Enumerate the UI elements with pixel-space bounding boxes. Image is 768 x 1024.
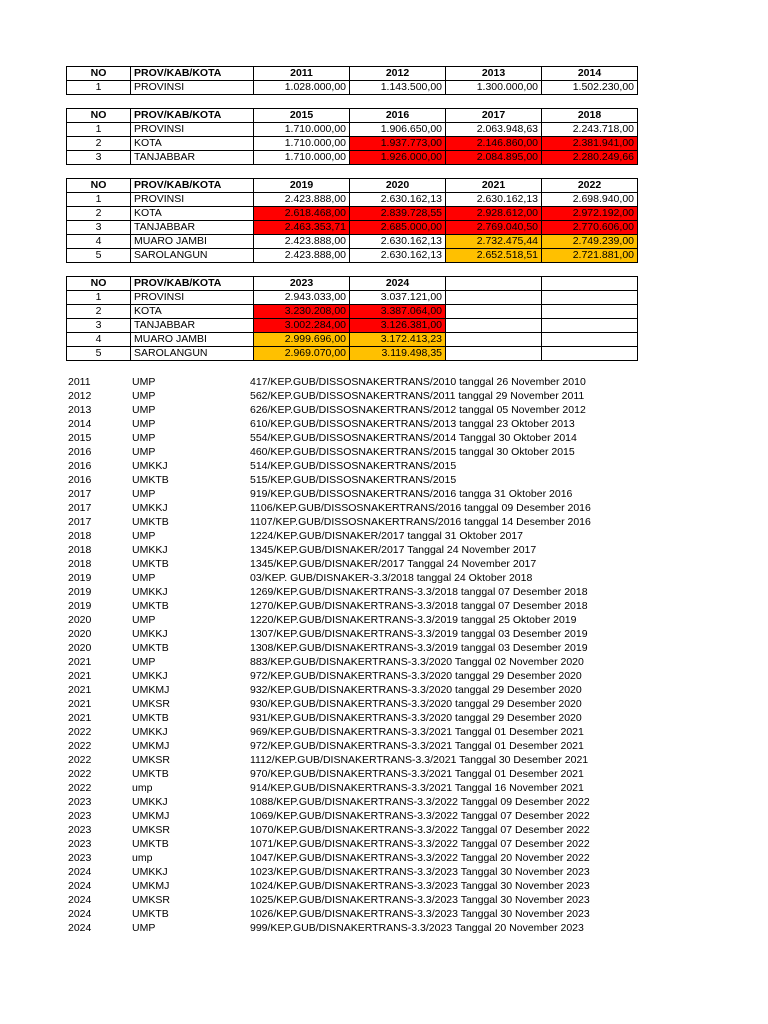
decree-type: UMKTB [132,838,169,850]
row-number: 1 [67,291,131,305]
decree-type: UMP [132,614,156,626]
decree-type: ump [132,852,153,864]
wage-value-cell: 1.502.230,00 [542,81,638,95]
decree-type: ump [132,782,153,794]
region-name: PROVINSI [131,193,254,207]
column-header: 2019 [254,179,350,193]
decree-year: 2019 [68,600,92,612]
row-number: 3 [67,319,131,333]
decree-reference: 03/KEP. GUB/DISNAKER-3.3/2018 tanggal 24 Oktober 2018 [250,572,533,584]
decree-type: UMKKJ [132,670,168,682]
decree-type: UMKSR [132,754,170,766]
decree-year: 2018 [68,530,92,542]
decree-reference: 562/KEP.GUB/DISSOSNAKERTRANS/2011 tanggal 29 November 2011 [250,390,585,402]
decree-type: UMKKJ [132,544,168,556]
wage-value-cell [446,319,542,333]
decree-year: 2021 [68,670,92,682]
table-row [67,291,638,305]
decree-reference: 970/KEP.GUB/DISNAKERTRANS-3.3/2021 Tanggal 01 Desember 2021 [250,768,584,780]
decree-type: UMKKJ [132,796,168,808]
region-name: TANJABBAR [131,221,254,235]
decree-type: UMKMJ [132,684,170,696]
wage-value-cell: 2.685.000,00 [350,221,446,235]
column-header: 2020 [350,179,446,193]
column-header: 2024 [350,277,446,291]
decree-reference: 1069/KEP.GUB/DISNAKERTRANS-3.3/2022 Tanggal 07 Desember 2022 [250,810,590,822]
wage-value-cell [542,347,638,361]
region-name: KOTA [131,207,254,221]
row-number: 1 [67,123,131,137]
wage-value-cell: 2.423.888,00 [254,235,350,249]
decree-reference: 1023/KEP.GUB/DISNAKERTRANS-3.3/2023 Tanggal 30 November 2023 [250,866,590,878]
decree-reference: 1070/KEP.GUB/DISNAKERTRANS-3.3/2022 Tanggal 07 Desember 2022 [250,824,590,836]
table-header-row [67,109,638,123]
column-header: 2017 [446,109,542,123]
decree-reference: 1088/KEP.GUB/DISNAKERTRANS-3.3/2022 Tanggal 09 Desember 2022 [250,796,590,808]
wage-value-cell: 2.063.948,63 [446,123,542,137]
wage-value-cell [446,305,542,319]
wage-value-cell: 2.999.696,00 [254,333,350,347]
wage-value-cell: 1.300.000,00 [446,81,542,95]
wage-value-cell: 2.280.249,66 [542,151,638,165]
decree-year: 2018 [68,544,92,556]
decree-year: 2023 [68,810,92,822]
column-header: 2015 [254,109,350,123]
row-number: 2 [67,305,131,319]
wage-value-cell: 2.652.518,51 [446,249,542,263]
table-row [67,123,638,137]
decree-type: UMKSR [132,824,170,836]
decree-year: 2023 [68,852,92,864]
table-header-row [67,179,638,193]
wage-value-cell: 2.721.881,00 [542,249,638,263]
decree-reference: 919/KEP.GUB/DISSOSNAKERTRANS/2016 tangga 31 Oktober 2016 [250,488,573,500]
decree-reference: 1224/KEP.GUB/DISNAKER/2017 tanggal 31 Oktober 2017 [250,530,523,542]
decree-type: UMP [132,488,156,500]
decree-year: 2020 [68,628,92,640]
decree-year: 2024 [68,922,92,934]
column-header: NO [67,277,131,291]
wage-value-cell: 2.732.475,44 [446,235,542,249]
column-header: 2023 [254,277,350,291]
table-row [67,319,638,333]
decree-type: UMKKJ [132,866,168,878]
column-header: NO [67,179,131,193]
decree-reference: 1047/KEP.GUB/DISNAKERTRANS-3.3/2022 Tanggal 20 November 2022 [250,852,590,864]
wage-value-cell: 1.710.000,00 [254,137,350,151]
decree-year: 2016 [68,460,92,472]
wage-value-cell: 1.028.000,00 [254,81,350,95]
decree-reference: 460/KEP.GUB/DISSOSNAKERTRANS/2015 tanggal 30 Oktober 2015 [250,446,575,458]
region-name: SAROLANGUN [131,249,254,263]
wage-value-cell: 2.943.033,00 [254,291,350,305]
decree-year: 2022 [68,740,92,752]
decree-type: UMKSR [132,698,170,710]
decree-year: 2021 [68,656,92,668]
decree-reference: 514/KEP.GUB/DISSOSNAKERTRANS/2015 [250,460,457,472]
decree-type: UMKTB [132,558,169,570]
decree-type: UMP [132,432,156,444]
decree-reference: 999/KEP.GUB/DISNAKERTRANS-3.3/2023 Tanggal 20 November 2023 [250,922,584,934]
decree-year: 2022 [68,782,92,794]
row-number: 2 [67,207,131,221]
wage-value-cell: 2.630.162,13 [446,193,542,207]
decree-type: UMKTB [132,712,169,724]
decree-year: 2017 [68,488,92,500]
wage-value-cell: 2.630.162,13 [350,235,446,249]
wage-value-cell: 1.926.000,00 [350,151,446,165]
decree-reference: 1026/KEP.GUB/DISNAKERTRANS-3.3/2023 Tanggal 30 November 2023 [250,908,590,920]
column-header: 2021 [446,179,542,193]
row-number: 1 [67,81,131,95]
row-number: 5 [67,347,131,361]
row-number: 2 [67,137,131,151]
wage-value-cell: 2.618.468,00 [254,207,350,221]
wage-value-cell: 3.172.413,23 [350,333,446,347]
decree-reference: 554/KEP.GUB/DISSOSNAKERTRANS/2014 Tanggal 30 Oktober 2014 [250,432,577,444]
decree-year: 2021 [68,712,92,724]
wage-table-4 [66,276,638,361]
decree-year: 2020 [68,642,92,654]
row-number: 3 [67,151,131,165]
row-number: 5 [67,249,131,263]
decree-reference: 1071/KEP.GUB/DISNAKERTRANS-3.3/2022 Tanggal 07 Desember 2022 [250,838,590,850]
decree-type: UMKKJ [132,586,168,598]
wage-value-cell [446,347,542,361]
wage-value-cell: 1.937.773,00 [350,137,446,151]
column-header [542,277,638,291]
table-row [67,81,638,95]
wage-value-cell: 2.969.070,00 [254,347,350,361]
decree-year: 2022 [68,726,92,738]
decree-year: 2023 [68,838,92,850]
table-row [67,249,638,263]
decree-type: UMKKJ [132,726,168,738]
wage-value-cell: 2.749.239,00 [542,235,638,249]
wage-table-3 [66,178,638,263]
decree-reference: 914/KEP.GUB/DISNAKERTRANS-3.3/2021 Tanggal 16 November 2021 [250,782,584,794]
table-row [67,235,638,249]
wage-value-cell: 2.698.940,00 [542,193,638,207]
row-number: 4 [67,235,131,249]
table-row [67,151,638,165]
region-name: MUARO JAMBI [131,235,254,249]
decree-year: 2012 [68,390,92,402]
wage-table-2 [66,108,638,165]
decree-year: 2017 [68,516,92,528]
wage-value-cell: 3.126.381,00 [350,319,446,333]
decree-reference: 417/KEP.GUB/DISSOSNAKERTRANS/2010 tanggal 26 November 2010 [250,376,586,388]
column-header [446,277,542,291]
decree-reference: 1024/KEP.GUB/DISNAKERTRANS-3.3/2023 Tanggal 30 November 2023 [250,880,590,892]
decree-type: UMP [132,530,156,542]
decree-type: UMKKJ [132,460,168,472]
wage-value-cell [542,305,638,319]
wage-value-cell: 3.230.208,00 [254,305,350,319]
wage-value-cell: 2.839.728,55 [350,207,446,221]
decree-year: 2023 [68,824,92,836]
decree-type: UMKTB [132,908,169,920]
column-header: PROV/KAB/KOTA [131,277,254,291]
table-row [67,333,638,347]
decree-reference: 1345/KEP.GUB/DISNAKER/2017 Tanggal 24 November 2017 [250,558,537,570]
row-number: 3 [67,221,131,235]
decree-year: 2013 [68,404,92,416]
decree-type: UMKTB [132,600,169,612]
wage-value-cell: 2.630.162,13 [350,249,446,263]
decree-type: UMP [132,572,156,584]
table-row [67,347,638,361]
region-name: TANJABBAR [131,319,254,333]
decree-reference: 883/KEP.GUB/DISNAKERTRANS-3.3/2020 Tanggal 02 November 2020 [250,656,584,668]
decree-type: UMP [132,922,156,934]
wage-value-cell [542,291,638,305]
decree-reference: 1269/KEP.GUB/DISNAKERTRANS-3.3/2018 tanggal 07 Desember 2018 [250,586,588,598]
decree-reference: 1220/KEP.GUB/DISNAKERTRANS-3.3/2019 tanggal 25 Oktober 2019 [250,614,577,626]
decree-year: 2020 [68,614,92,626]
column-header: 2011 [254,67,350,81]
decree-year: 2022 [68,754,92,766]
column-header: PROV/KAB/KOTA [131,109,254,123]
decree-type: UMKSR [132,894,170,906]
column-header: PROV/KAB/KOTA [131,179,254,193]
wage-value-cell: 2.630.162,13 [350,193,446,207]
decree-reference: 972/KEP.GUB/DISNAKERTRANS-3.3/2021 Tanggal 01 Desember 2021 [250,740,584,752]
decree-year: 2016 [68,474,92,486]
decree-type: UMKMJ [132,740,170,752]
wage-value-cell: 1.710.000,00 [254,151,350,165]
decree-type: UMKMJ [132,810,170,822]
row-number: 1 [67,193,131,207]
region-name: PROVINSI [131,81,254,95]
decree-year: 2021 [68,684,92,696]
column-header: PROV/KAB/KOTA [131,67,254,81]
column-header: 2016 [350,109,446,123]
wage-table-1 [66,66,638,95]
region-name: PROVINSI [131,123,254,137]
decree-reference: 932/KEP.GUB/DISNAKERTRANS-3.3/2020 tanggal 29 Desember 2020 [250,684,582,696]
decree-type: UMKKJ [132,502,168,514]
decree-year: 2015 [68,432,92,444]
column-header: NO [67,109,131,123]
table-header-row [67,277,638,291]
table-row [67,207,638,221]
decree-year: 2024 [68,908,92,920]
decree-reference: 1107/KEP.GUB/DISSOSNAKERTRANS/2016 tanggal 14 Desember 2016 [250,516,591,528]
decree-type: UMKTB [132,768,169,780]
column-header: 2012 [350,67,446,81]
decree-type: UMP [132,390,156,402]
decree-type: UMKTB [132,516,169,528]
region-name: PROVINSI [131,291,254,305]
decree-type: UMP [132,418,156,430]
wage-value-cell: 2.423.888,00 [254,249,350,263]
decree-reference: 515/KEP.GUB/DISSOSNAKERTRANS/2015 [250,474,457,486]
decree-type: UMP [132,446,156,458]
decree-type: UMKKJ [132,628,168,640]
wage-value-cell: 2.463.353,71 [254,221,350,235]
table-header-row [67,67,638,81]
decree-reference: 1307/KEP.GUB/DISNAKERTRANS-3.3/2019 tanggal 03 Desember 2019 [250,628,588,640]
wage-value-cell: 3.002.284,00 [254,319,350,333]
wage-value-cell: 3.037.121,00 [350,291,446,305]
decree-reference: 972/KEP.GUB/DISNAKERTRANS-3.3/2020 tanggal 29 Desember 2020 [250,670,582,682]
table-row [67,305,638,319]
decree-year: 2016 [68,446,92,458]
wage-value-cell: 1.710.000,00 [254,123,350,137]
decree-reference: 1270/KEP.GUB/DISNAKERTRANS-3.3/2018 tanggal 07 Desember 2018 [250,600,588,612]
decree-reference: 1308/KEP.GUB/DISNAKERTRANS-3.3/2019 tanggal 03 Desember 2019 [250,642,588,654]
decree-reference: 931/KEP.GUB/DISNAKERTRANS-3.3/2020 tanggal 29 Desember 2020 [250,712,582,724]
table-row [67,137,638,151]
wage-value-cell [446,291,542,305]
row-number: 4 [67,333,131,347]
decree-year: 2011 [68,376,91,388]
decree-reference: 930/KEP.GUB/DISNAKERTRANS-3.3/2020 tanggal 29 Desember 2020 [250,698,582,710]
decree-reference: 969/KEP.GUB/DISNAKERTRANS-3.3/2021 Tanggal 01 Desember 2021 [250,726,584,738]
wage-value-cell: 2.243.718,00 [542,123,638,137]
decree-type: UMKMJ [132,880,170,892]
wage-value-cell: 2.972.192,00 [542,207,638,221]
table-row [67,193,638,207]
region-name: KOTA [131,137,254,151]
wage-value-cell: 2.084.895,00 [446,151,542,165]
column-header: 2022 [542,179,638,193]
region-name: SAROLANGUN [131,347,254,361]
decree-reference: 1106/KEP.GUB/DISSOSNAKERTRANS/2016 tanggal 09 Desember 2016 [250,502,591,514]
wage-value-cell: 3.119.498,35 [350,347,446,361]
wage-value-cell: 1.143.500,00 [350,81,446,95]
decree-year: 2024 [68,880,92,892]
wage-value-cell: 3.387.064,00 [350,305,446,319]
decree-year: 2017 [68,502,92,514]
decree-year: 2022 [68,768,92,780]
wage-value-cell: 2.769.040,50 [446,221,542,235]
wage-value-cell: 2.423.888,00 [254,193,350,207]
region-name: KOTA [131,305,254,319]
decree-type: UMP [132,376,156,388]
wage-value-cell: 1.906.650,00 [350,123,446,137]
column-header: NO [67,67,131,81]
decree-reference: 1025/KEP.GUB/DISNAKERTRANS-3.3/2023 Tanggal 30 November 2023 [250,894,590,906]
decree-year: 2014 [68,418,92,430]
column-header: 2013 [446,67,542,81]
decree-year: 2018 [68,558,92,570]
decree-year: 2019 [68,572,92,584]
decree-year: 2021 [68,698,92,710]
table-row [67,221,638,235]
decree-reference: 626/KEP.GUB/DISSOSNAKERTRANS/2012 tanggal 05 November 2012 [250,404,586,416]
wage-value-cell [542,333,638,347]
wage-value-cell [542,319,638,333]
decree-year: 2019 [68,586,92,598]
wage-value-cell: 2.770.606,00 [542,221,638,235]
decree-type: UMKTB [132,474,169,486]
decree-reference: 610/KEP.GUB/DISSOSNAKERTRANS/2013 tanggal 23 Oktober 2013 [250,418,575,430]
region-name: TANJABBAR [131,151,254,165]
decree-type: UMKTB [132,642,169,654]
decree-year: 2024 [68,894,92,906]
column-header: 2014 [542,67,638,81]
decree-type: UMP [132,656,156,668]
decree-reference: 1112/KEP.GUB/DISNAKERTRANS-3.3/2021 Tanggal 30 Desember 2021 [250,754,589,766]
wage-value-cell [446,333,542,347]
region-name: MUARO JAMBI [131,333,254,347]
wage-value-cell: 2.381.941,00 [542,137,638,151]
wage-value-cell: 2.146.860,00 [446,137,542,151]
decree-reference: 1345/KEP.GUB/DISNAKER/2017 Tanggal 24 November 2017 [250,544,537,556]
wage-value-cell: 2.928.612,00 [446,207,542,221]
column-header: 2018 [542,109,638,123]
decree-year: 2024 [68,866,92,878]
decree-type: UMP [132,404,156,416]
decree-year: 2023 [68,796,92,808]
